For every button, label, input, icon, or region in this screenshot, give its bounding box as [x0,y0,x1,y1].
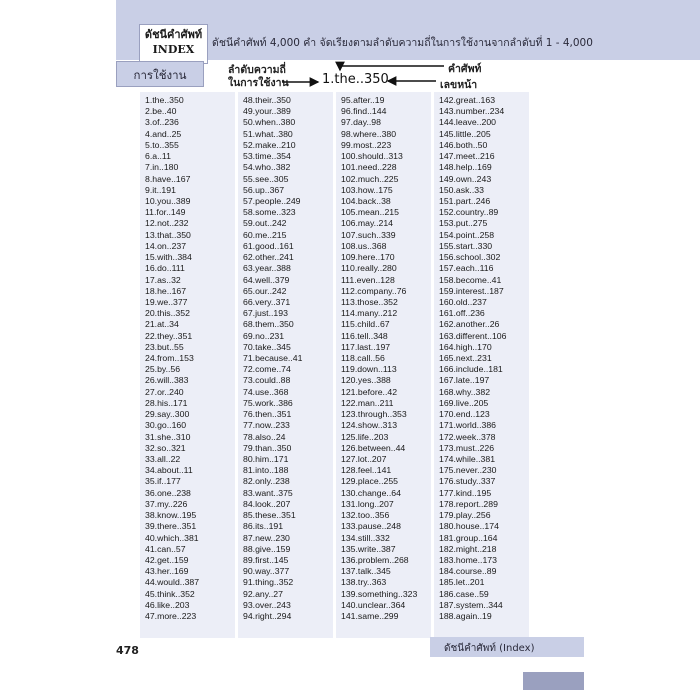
index-entry: 77.now..233 [243,420,290,431]
index-entry: 2.be..40 [145,106,177,117]
index-entry: 61.good..161 [243,240,294,251]
index-entry: 117.last..197 [341,341,391,352]
index-entry: 119.down..113 [341,364,397,375]
index-entry: 153.put..275 [439,218,488,229]
index-entry: 17.as..32 [145,274,181,285]
index-entry: 101.need..228 [341,162,397,173]
index-entry: 87.new..230 [243,532,290,543]
index-entry: 185.let..201 [439,577,485,588]
title-english: INDEX [152,43,195,56]
index-entry: 102.much..225 [341,173,399,184]
index-entry: 98.where..380 [341,128,397,139]
index-entry: 112.company..76 [341,285,407,296]
index-entry: 162.another..26 [439,319,500,330]
index-entry: 159.interest..187 [439,285,504,296]
index-entry: 35.if..177 [145,476,181,487]
index-entry: 66.very..371 [243,296,291,307]
index-entry: 36.one..238 [145,487,191,498]
index-entry: 90.way..377 [243,566,290,577]
index-entry: 175.never..230 [439,465,497,476]
index-entry: 164.high..170 [439,341,492,352]
rank-annotation-line2: ในการใช้งาน [228,77,289,89]
index-entry: 11.for..149 [145,207,186,218]
index-entry: 187.system..344 [439,599,503,610]
index-entry: 93.over..243 [243,599,291,610]
index-entry: 57.people..249 [243,195,301,206]
index-entry: 74.use..368 [243,386,289,397]
index-entry: 8.have..167 [145,173,191,184]
index-entry: 81.into..188 [243,465,289,476]
index-entry: 133.pause..248 [341,521,401,532]
index-entry: 76.then..351 [243,409,292,420]
index-entry: 24.from..153 [145,353,194,364]
index-entry: 56.up..367 [243,184,285,195]
index-entry: 67.just..193 [243,308,288,319]
index-entry: 52.make..210 [243,139,296,150]
index-column-4 [439,95,531,622]
index-entry: 127.lot..207 [341,454,387,464]
index-entry: 84.look..207 [243,498,291,509]
index-entry: 182.might..218 [439,543,497,554]
index-entry: 16.do..111 [145,263,185,274]
index-entry: 96.find..144 [341,106,387,117]
index-entry: 78.also..24 [243,431,286,442]
index-entry: 122.man..211 [341,397,394,408]
index-entry: 99.most..223 [341,139,392,150]
index-entry: 156.school..302 [439,252,501,263]
index-entry: 38.know..195 [145,510,197,521]
index-entry: 183.home..173 [439,554,497,565]
index-entry: 89.first..145 [243,554,289,565]
index-entry: 163.different..106 [439,330,507,341]
index-entry: 70.take..345 [243,341,291,352]
index-entry: 157.each..116 [439,263,494,274]
index-entry: 1.the..350 [145,95,184,105]
index-entry: 39.there..351 [145,521,197,532]
index-entry: 146.both..50 [439,139,488,150]
index-entry: 42.get..159 [145,554,189,565]
index-entry: 80.him..171 [243,454,289,464]
index-entry: 151.part..246 [439,195,491,206]
index-entry: 137.talk..345 [341,566,391,577]
index-entry: 168.why..382 [439,386,491,397]
index-entry: 48.their..350 [243,95,291,105]
index-entry: 65.our..242 [243,285,287,296]
index-entry: 6.a..11 [145,151,171,162]
index-entry: 72.come..74 [243,364,291,375]
index-entry: 40.which..381 [145,532,199,543]
index-entry: 25.by..56 [145,364,181,375]
index-entry: 174.while..381 [439,454,496,464]
index-entry: 140.unclear..364 [341,599,406,610]
index-entry: 169.live..205 [439,397,489,408]
index-entry: 33.all..22 [145,454,181,464]
index-entry: 63.year..388 [243,263,291,274]
index-entry: 3.of..236 [145,117,179,128]
index-entry: 91.thing..352 [243,577,294,588]
index-entry: 104.back..38 [341,195,391,206]
index-entry: 31.she..310 [145,431,191,442]
index-entry: 86.its..191 [243,521,284,532]
index-entry: 125.life..203 [341,431,389,442]
index-entry: 68.them..350 [243,319,294,330]
usage-tab: การใช้งาน [116,61,204,87]
index-entry: 181.group..164 [439,532,498,543]
rank-annotation-line1: ลำดับความถี่ [228,64,286,76]
index-entry: 15.with..384 [145,252,192,263]
index-entry: 139.something..323 [341,588,418,599]
index-entry: 85.these..351 [243,510,296,521]
index-entry: 71.because..41 [243,353,303,364]
index-entry: 20.this..352 [145,308,190,319]
word-arrow [340,66,444,70]
index-entry: 110.really..280 [341,263,397,274]
index-entry: 103.how..175 [341,184,393,195]
index-entry: 165.next..231 [439,353,492,364]
index-entry: 141.same..299 [341,611,399,622]
index-entry: 34.about..11 [145,465,193,476]
index-entry: 138.try..363 [341,577,387,588]
index-entry: 149.own..243 [439,173,492,184]
index-entry: 184.course..89 [439,566,497,577]
index-entry: 95.after..19 [341,95,385,105]
index-entry: 147.meet..216 [439,151,495,162]
index-entry: 176.study..337 [439,476,496,487]
index-entry: 14.on..237 [145,240,187,251]
example-entry: 1.the..350 [322,72,389,87]
index-entry: 160.old..237 [439,296,487,307]
index-entry: 142.great..163 [439,95,496,105]
index-entry: 188.again..19 [439,611,492,622]
index-entry: 155.start..330 [439,240,493,251]
index-entry: 128.feel..141 [341,465,392,476]
index-entry: 136.problem..268 [341,554,409,565]
index-entry: 47.more..223 [145,611,197,622]
index-entry: 21.at..34 [145,319,179,330]
index-entry: 64.well..379 [243,274,290,285]
index-entry: 143.number..234 [439,106,505,117]
index-entry: 121.before..42 [341,386,398,397]
index-entry: 53.time..354 [243,151,291,162]
index-entry: 180.house..174 [439,521,499,532]
index-entry: 177.kind..195 [439,487,492,498]
index-entry: 132.too..356 [341,510,390,521]
index-entry: 111.even..128 [341,274,395,285]
index-entry: 154.point..258 [439,229,495,240]
index-entry: 108.us..368 [341,240,387,251]
index-entry: 173.must..226 [439,442,495,453]
index-entry: 109.here..170 [341,252,395,263]
index-entry: 58.some..323 [243,207,296,218]
index-entry: 4.and..25 [145,128,182,139]
index-entry: 19.we..377 [145,296,188,307]
index-entry: 27.or..240 [145,386,184,397]
index-entry: 69.no..231 [243,330,285,341]
index-entry: 75.work..386 [243,397,293,408]
index-entry: 73.could..88 [243,375,291,386]
index-entry: 186.case..59 [439,588,489,599]
index-entry: 41.can..57 [145,543,186,554]
index-entry: 26.will..383 [145,375,189,386]
index-entry: 5.to..355 [145,139,179,150]
index-entry: 9.it..191 [145,184,176,195]
index-entry: 179.play..256 [439,510,491,521]
index-entry: 171.world..386 [439,420,496,431]
index-entry: 83.want..375 [243,487,293,498]
index-entry: 105.mean..215 [341,207,399,218]
corner-tab [523,672,584,690]
index-entry: 49.your..389 [243,106,291,117]
index-entry: 97.day..98 [341,117,381,128]
header-description: ดัชนีคำศัพท์ 4,000 คำ จัดเรียงตามลำดับความถี่ในการใช้งานจากลำดับที่ 1 - 4,000 [212,37,593,49]
index-entry: 123.through..353 [341,409,407,420]
index-entry: 7.in..180 [145,162,179,173]
index-entry: 18.he..167 [145,285,187,296]
index-entry: 170.end..123 [439,409,490,420]
index-entry: 129.place..255 [341,476,398,487]
word-annotation: คำศัพท์ [448,63,482,75]
index-entry: 37.my..226 [145,498,188,509]
index-entry: 144.leave..200 [439,117,496,128]
index-entry: 113.those..352 [341,296,398,307]
index-entry: 29.say..300 [145,409,190,420]
index-entry: 152.country..89 [439,207,499,218]
index-entry: 60.me..215 [243,229,287,240]
index-entry: 114.many..212 [341,308,398,319]
index-entry: 115.child..67 [341,319,390,330]
index-entry: 13.that..350 [145,229,191,240]
index-entry: 22.they..351 [145,330,193,341]
index-column-2 [243,95,335,622]
index-entry: 82.only..238 [243,476,290,487]
index-entry: 45.think..352 [145,588,195,599]
index-entry: 145.little..205 [439,128,491,139]
index-entry: 94.right..294 [243,611,292,622]
title-thai: ดัชนีคำศัพท์ [144,28,203,41]
index-entry: 172.week..378 [439,431,496,442]
index-entry: 62.other..241 [243,252,294,263]
index-entry: 44.would..387 [145,577,200,588]
index-column-3 [341,95,433,622]
index-entry: 161.off..236 [439,308,485,319]
index-entry: 166.include..181 [439,364,503,375]
index-entry: 116.tell..348 [341,330,388,341]
index-entry: 50.when..380 [243,117,296,128]
index-entry: 43.her..169 [145,566,189,577]
index-entry: 10.you..389 [145,195,191,206]
index-entry: 100.should..313 [341,151,403,162]
index-entry: 59.out..242 [243,218,287,229]
page-number: 478 [116,644,139,657]
index-entry: 150.ask..33 [439,184,484,195]
index-entry: 134.still..332 [341,532,390,543]
index-entry: 107.such..339 [341,229,396,240]
index-entry: 167.late..197 [439,375,490,386]
index-column-1 [145,95,237,622]
index-entry: 148.help..169 [439,162,492,173]
index-entry: 23.but..55 [145,341,184,352]
index-entry: 131.long..207 [341,498,394,509]
index-entry: 32.so..321 [145,442,186,453]
index-entry: 54.who..382 [243,162,291,173]
index-entry: 92.any..27 [243,588,283,599]
index-entry: 46.like..203 [145,599,190,610]
index-entry: 28.his..171 [145,397,188,408]
index-entry: 178.report..289 [439,498,498,509]
index-entry: 130.change..64 [341,487,401,498]
index-entry: 12.not..232 [145,218,189,229]
index-entry: 158.become..41 [439,274,502,285]
index-entry: 120.yes..388 [341,375,391,386]
index-entry: 124.show..313 [341,420,398,431]
index-entry: 106.may..214 [341,218,393,229]
index-entry: 135.write..387 [341,543,396,554]
index-entry: 118.call..56 [341,353,385,364]
page-annotation: เลขหน้า [440,79,478,91]
index-entry: 88.give..159 [243,543,291,554]
index-entry: 126.between..44 [341,442,406,453]
index-entry: 30.go..160 [145,420,187,431]
index-entry: 79.than..350 [243,442,292,453]
footer-section-label: ดัชนีคำศัพท์ (Index) [444,643,535,654]
index-entry: 55.see..305 [243,173,289,184]
index-entry: 51.what..380 [243,128,293,139]
